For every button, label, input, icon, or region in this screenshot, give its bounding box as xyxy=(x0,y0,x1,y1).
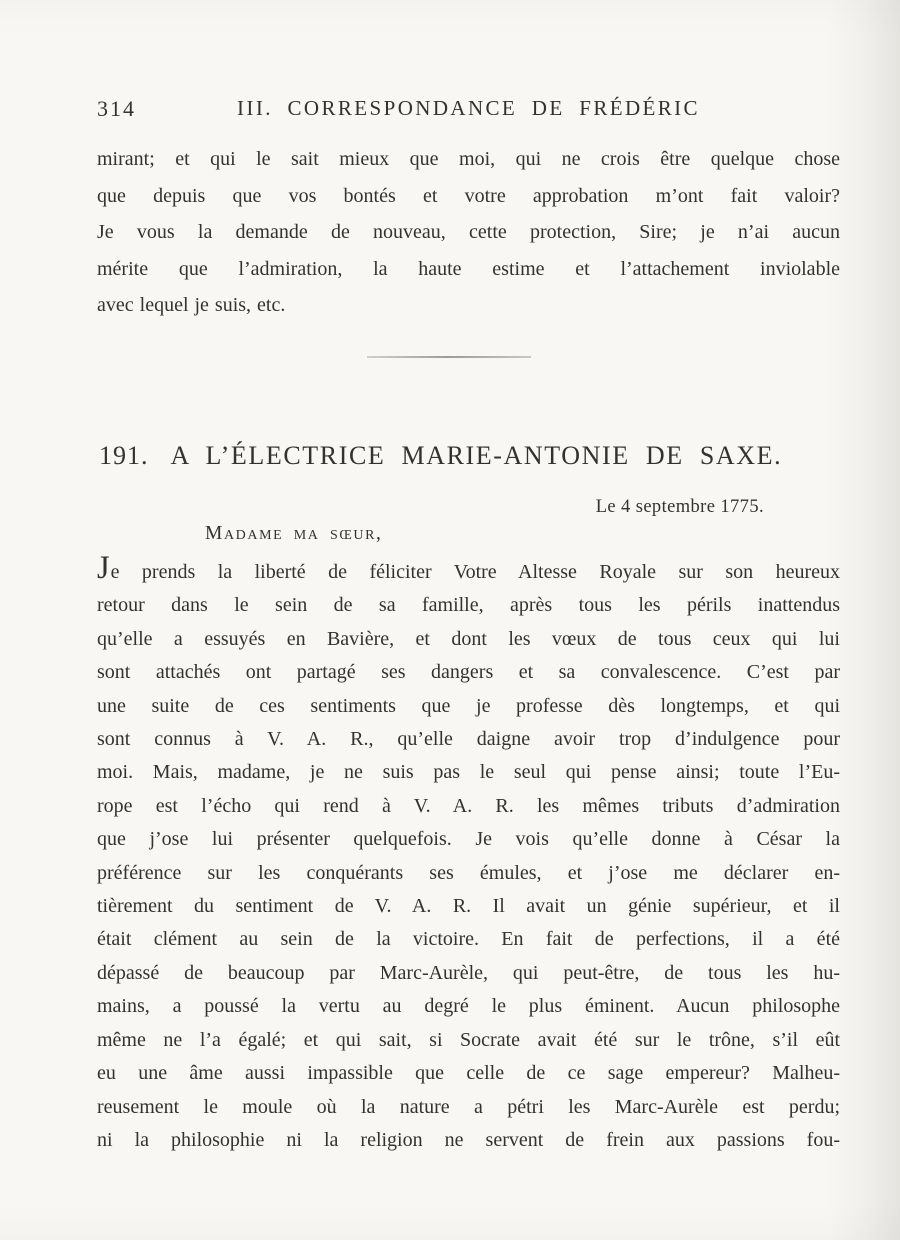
letter-body-paragraph xyxy=(97,550,840,1157)
text-line: dépassé de beaucoup par Marc-Aurèle, qui peut-être, de tous les hu- xyxy=(97,961,840,984)
text-line: mains, a poussé la vertu au degré le plus éminent. Aucun philosophe xyxy=(97,995,840,1018)
text-line: Je prends la liberté de féliciter Votre Altesse Royale sur son heureux xyxy=(97,550,840,586)
running-header-title: III. CORRESPONDANCE DE FRÉDÉRIC xyxy=(237,96,700,120)
text-line: mirant; et qui le sait mieux que moi, qui ne crois être quelque chose xyxy=(97,148,840,170)
text-line: qu’elle a essuyés en Bavière, et dont les vœux de tous ceux qui lui xyxy=(97,627,840,650)
text-line: Je vous la demande de nouveau, cette protection, Sire; je n’ai aucun xyxy=(97,221,840,243)
letter-salutation: Madame ma sœur, xyxy=(205,523,383,544)
text-line: retour dans le sein de sa famille, après tous les périls inattendus xyxy=(97,594,840,617)
text-line: moi. Mais, madame, je ne suis pas le seul qui pense ainsi; toute l’Eu- xyxy=(97,761,840,784)
section-divider xyxy=(367,356,531,358)
text-line: reusement le moule où la nature a pétri les Marc-Aurèle est perdu; xyxy=(97,1095,840,1118)
text-line: une suite de ces sentiments que je professe dès longtemps, et qui xyxy=(97,694,840,717)
text-line: sont connus à V. A. R., qu’elle daigne avoir trop d’indulgence pour xyxy=(97,728,840,751)
text-line: tièrement du sentiment de V. A. R. Il avait un génie supérieur, et il xyxy=(97,895,840,918)
text-line: avec lequel je suis, etc. xyxy=(97,294,286,316)
page-number: 314 xyxy=(97,96,136,121)
text-line: eu une âme aussi impassible que celle de ce sage empereur? Malheu- xyxy=(97,1062,840,1085)
text-line: était clément au sein de la victoire. En fait de perfections, il a été xyxy=(97,928,840,951)
text-line: même ne l’a égalé; et qui sait, si Socrate avait été sur le trône, s’il eût xyxy=(97,1028,840,1051)
continuation-paragraph xyxy=(97,141,840,324)
letter-number: 191. xyxy=(99,441,149,470)
text-line: que depuis que vos bontés et votre approbation m’ont fait valoir? xyxy=(97,184,840,207)
letter-heading: A L’ÉLECTRICE MARIE-ANTONIE DE SAXE. xyxy=(170,441,783,470)
text-line: que j’ose lui présenter quelquefois. Je vois qu’elle donne à César la xyxy=(97,828,840,851)
text-line: sont attachés ont partagé ses dangers et sa convalescence. C’est par xyxy=(97,661,840,684)
text-line: ni la philosophie ni la religion ne servent de frein aux passions fou- xyxy=(97,1128,840,1151)
text-line: rope est l’écho qui rend à V. A. R. les mêmes tributs d’admiration xyxy=(97,794,840,817)
letter-heading-row xyxy=(99,441,840,471)
running-header xyxy=(97,96,840,126)
text-line: mérite que l’admiration, la haute estime et l’attachement inviolable xyxy=(97,257,840,280)
letter-date: Le 4 septembre 1775. xyxy=(595,497,764,517)
text-line: préférence sur les conquérants ses émules, et j’ose me déclarer en- xyxy=(97,861,840,884)
